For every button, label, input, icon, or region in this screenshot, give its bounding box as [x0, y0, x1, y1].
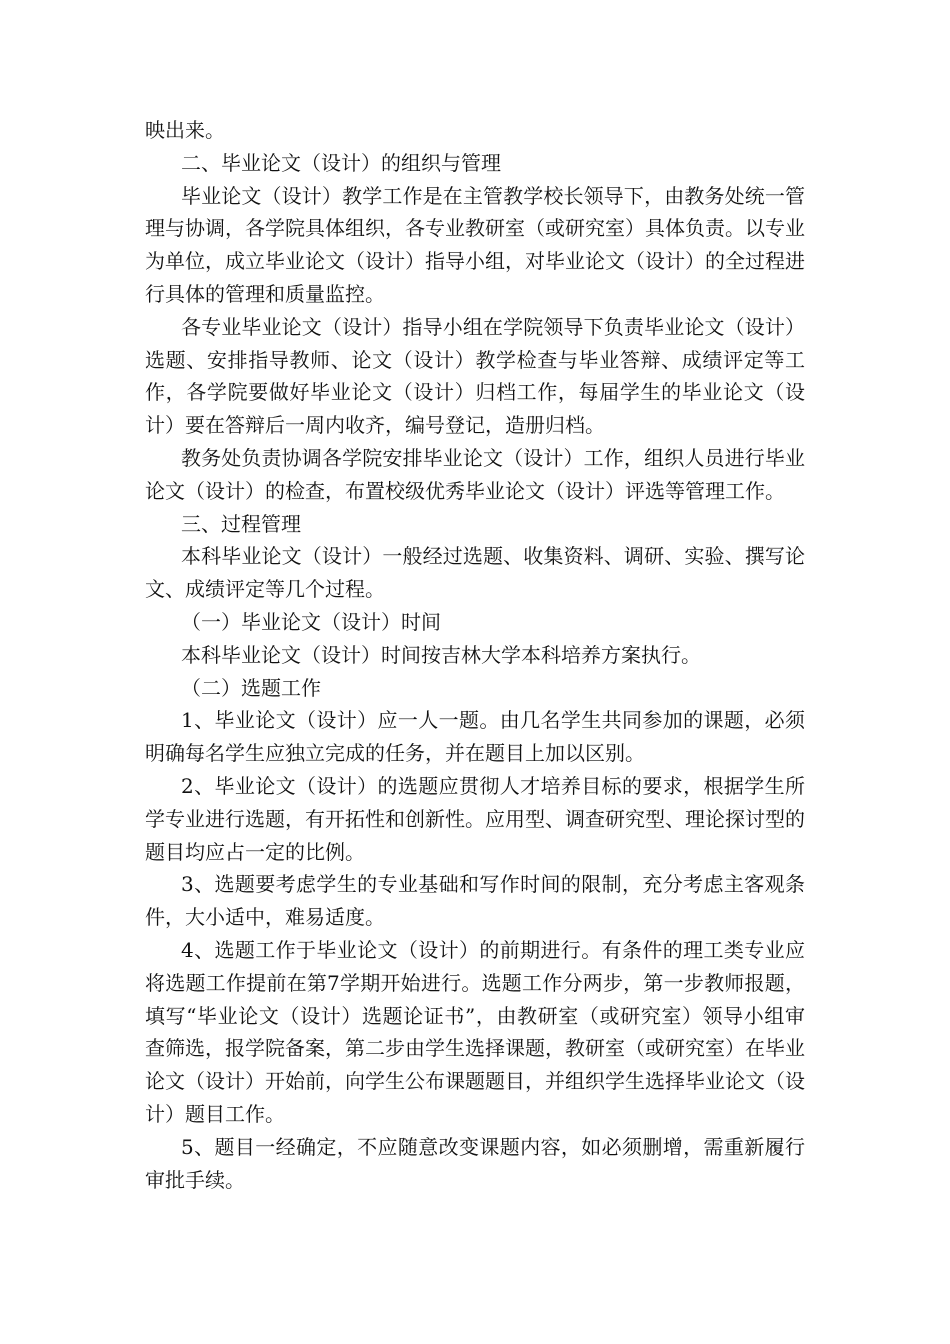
- paragraph: 毕业论文（设计）教学工作是在主管教学校长领导下，由教务处统一管理与协调，各学院具体组织，各专业教研室（或研究室）具体负责。以专业为单位，成立毕业论文（设计）指导小组，对毕业论文（设计）的全过程进行具体的管理和质量监控。: [145, 183, 805, 306]
- list-item: 4、选题工作于毕业论文（设计）的前期进行。有条件的理工类专业应将选题工作提前在第7学期开始进行。选题工作分两步，第一步教师报题，填写“毕业论文（设计）选题论证书”，由教研室（或研究室）领导小组审查筛选，报学院备案，第二步由学生选择课题，教研室（或研究室）在毕业论文（设计）开始前，向学生公布课题题目，并组织学生选择毕业论文（设计）题目工作。: [145, 937, 805, 1126]
- list-item: 1、毕业论文（设计）应一人一题。由几名学生共同参加的课题，必须明确每名学生应独立完成的任务，并在题目上加以区别。: [145, 708, 805, 766]
- list-item: 5、题目一经确定，不应随意改变课题内容，如必须删增，需重新履行审批手续。: [145, 1134, 805, 1192]
- list-item: 2、毕业论文（设计）的选题应贯彻人才培养目标的要求，根据学生所学专业进行选题，有开拓性和创新性。应用型、调查研究型、理论探讨型的题目均应占一定的比例。: [145, 773, 805, 864]
- paragraph: 本科毕业论文（设计）时间按吉林大学本科培养方案执行。: [181, 642, 701, 667]
- paragraph: 教务处负责协调各学院安排毕业论文（设计）工作，组织人员进行毕业论文（设计）的检查，布置校级优秀毕业论文（设计）评选等管理工作。: [145, 445, 805, 503]
- paragraph: 各专业毕业论文（设计）指导小组在学院领导下负责毕业论文（设计）选题、安排指导教师、论文（设计）教学检查与毕业答辩、成绩评定等工作，各学院要做好毕业论文（设计）归档工作，每届学生的毕业论文（设计）要在答辩后一周内收齐，编号登记，造册归档。: [145, 314, 805, 438]
- list-item: 3、选题要考虑学生的专业基础和写作时间的限制，充分考虑主客观条件，大小适中，难易适度。: [145, 872, 805, 930]
- subsection-heading-topic-selection: （二）选题工作: [181, 675, 321, 700]
- section-heading-organization: 二、毕业论文（设计）的组织与管理: [181, 150, 501, 175]
- section-heading-process: 三、过程管理: [181, 511, 301, 536]
- document-page: [145, 114, 805, 1196]
- paragraph-continuation: 映出来。: [145, 118, 225, 142]
- subsection-heading-time: （一）毕业论文（设计）时间: [181, 609, 441, 634]
- paragraph: 本科毕业论文（设计）一般经过选题、收集资料、调研、实验、撰写论文、成绩评定等几个过程。: [145, 544, 805, 602]
